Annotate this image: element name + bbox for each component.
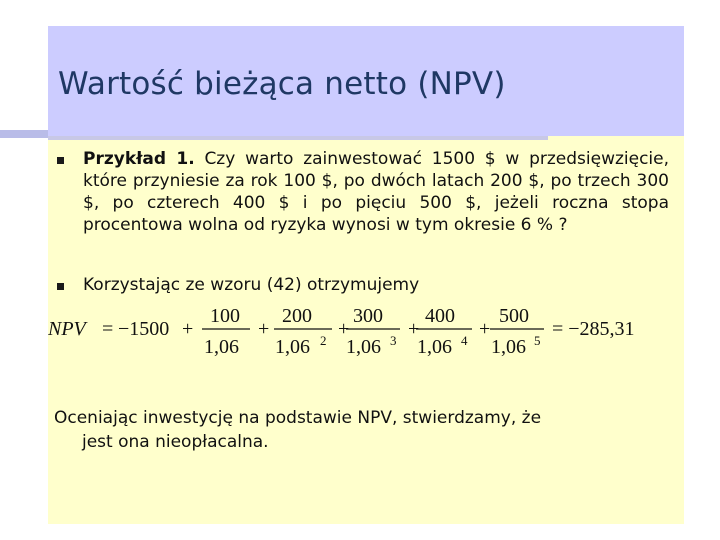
term-numerator: 200 — [282, 305, 312, 327]
term-base: 1,06 — [346, 336, 381, 358]
term-base: 1,06 — [417, 336, 452, 358]
example-text: Czy warto zainwestować 1500 $ w przedsięwzięcie, które przyniesie za rok 100 $, po dwóch latach 200 $, po trzech 300 $, po czterech 400 $ i po pięciu 500 $, jeżeli roczna stopa procentowa wolna od ryzyka wynosi w tym okresie 6 % ? — [83, 149, 670, 235]
formula-lhs: NPV — [48, 318, 86, 340]
term-exponent: 2 — [320, 333, 327, 348]
background-band — [0, 130, 48, 138]
title-band — [48, 26, 684, 136]
title-divider — [48, 136, 548, 140]
bullet-formula-intro: Korzystając ze wzoru (42) otrzymujemy — [83, 275, 420, 295]
formula-equals: = — [102, 318, 114, 340]
conclusion-text — [54, 406, 654, 454]
slide — [48, 26, 684, 524]
bullet-marker — [57, 283, 64, 290]
svg-text:+: + — [182, 318, 194, 340]
svg-text:+: + — [338, 318, 350, 340]
formula-result: = −285,31 — [552, 318, 635, 340]
svg-text:+: + — [408, 318, 420, 340]
term-base: 1,06 — [275, 336, 310, 358]
svg-text:+: + — [258, 318, 270, 340]
slide-title: Wartość bieżąca netto (NPV) — [58, 66, 506, 102]
term-exponent: 4 — [461, 333, 468, 348]
term-base: 1,06 — [204, 336, 239, 358]
term-exponent: 3 — [390, 333, 397, 348]
bullet-marker — [57, 157, 64, 164]
conclusion-line-1: Oceniając inwestycję na podstawie NPV, stwierdzamy, że — [54, 408, 542, 428]
svg-text:+: + — [479, 318, 491, 340]
term-exponent: 5 — [534, 333, 541, 348]
formula-initial: −1500 — [118, 318, 170, 340]
npv-formula — [48, 302, 684, 362]
term-base: 1,06 — [491, 336, 526, 358]
term-numerator: 400 — [425, 305, 455, 327]
bullet-example — [83, 148, 669, 236]
example-lead: Przykład 1. — [83, 149, 195, 169]
conclusion-line-2: jest ona nieopłacalna. — [82, 432, 269, 452]
term-numerator: 100 — [210, 305, 240, 327]
term-numerator: 500 — [499, 305, 529, 327]
term-numerator: 300 — [353, 305, 383, 327]
